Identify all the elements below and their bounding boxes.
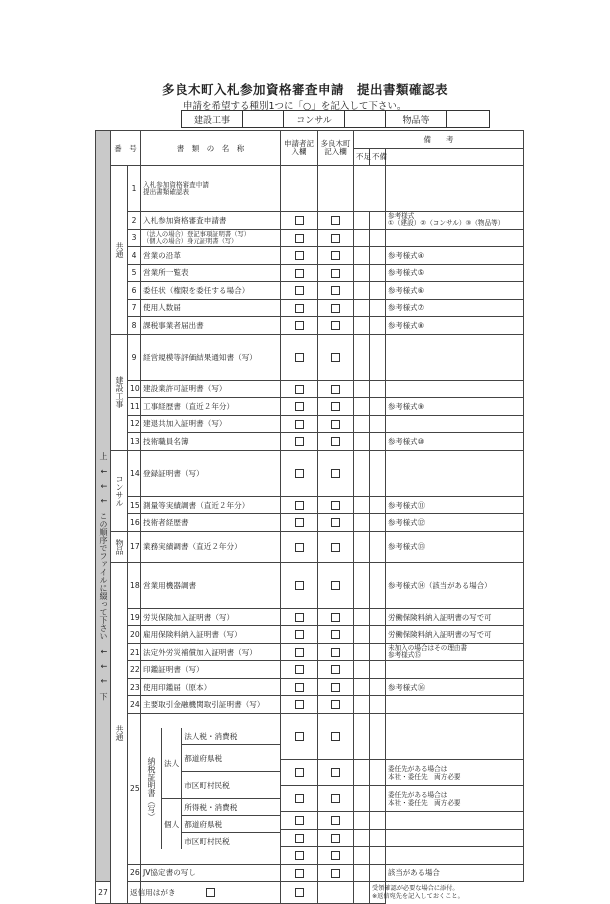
fuyo-check[interactable] — [354, 643, 370, 661]
tax-cert-subtable — [141, 728, 280, 849]
applicant-check[interactable] — [281, 562, 318, 608]
fubi-check[interactable] — [370, 760, 386, 786]
row-remark: 未加入の場合はその理由書 参考様式⑮ — [386, 643, 524, 661]
fuyo-check[interactable] — [354, 847, 370, 865]
row-number: 7 — [128, 299, 141, 317]
table-row — [96, 450, 524, 496]
town-check[interactable] — [318, 229, 354, 247]
applicant-check[interactable] — [281, 450, 318, 496]
town-check[interactable] — [318, 678, 354, 696]
town-check[interactable] — [318, 531, 354, 562]
town-check[interactable] — [318, 496, 354, 514]
applicant-check[interactable] — [281, 786, 318, 812]
fuyo-check[interactable] — [354, 264, 370, 282]
table-row — [96, 562, 524, 608]
table-row — [96, 212, 524, 230]
table-row — [96, 317, 524, 335]
table-row — [96, 229, 524, 247]
table-row — [96, 380, 524, 398]
fuyo-check[interactable] — [354, 661, 370, 679]
row-number: 8 — [128, 317, 141, 335]
group-goods: 物品 — [111, 531, 128, 562]
order-side-label — [96, 131, 111, 882]
row-remark: 該当がある場合 — [386, 864, 524, 882]
fubi-check[interactable] — [370, 450, 386, 496]
row-number: 21 — [128, 643, 141, 661]
row-remark: 労働保険料納入証明書の写で可 — [386, 608, 524, 626]
tax-indiv-label: 個人 — [162, 799, 182, 850]
town-check[interactable] — [318, 282, 354, 300]
group-common2: 共通 — [111, 562, 128, 903]
fubi-check[interactable] — [370, 562, 386, 608]
applicant-check[interactable] — [281, 282, 318, 300]
fuyo-check[interactable] — [354, 282, 370, 300]
table-row — [96, 643, 524, 661]
town-check[interactable] — [318, 696, 354, 714]
town-check[interactable] — [318, 626, 354, 644]
applicant-check[interactable] — [281, 334, 318, 380]
table-row — [96, 299, 524, 317]
fuyo-check[interactable] — [354, 433, 370, 451]
applicant-check[interactable] — [281, 229, 318, 247]
applicant-check[interactable] — [281, 661, 318, 679]
row-name: 労災保険加入証明書（写） — [141, 608, 281, 626]
applicant-check[interactable] — [281, 531, 318, 562]
fubi-check[interactable] — [370, 812, 386, 830]
fuyo-check[interactable] — [354, 299, 370, 317]
table-row — [96, 864, 524, 882]
town-check[interactable] — [318, 317, 354, 335]
group-construction: 建設工事 — [111, 334, 128, 450]
row-name: 委任状（権限を委任する場合） — [141, 282, 281, 300]
town-check[interactable] — [318, 812, 354, 830]
header-fuyo: 不足 — [354, 148, 370, 166]
applicant-check[interactable] — [281, 166, 318, 212]
row-remark: 参考様式⑭（該当がある場合） — [386, 562, 524, 608]
row-remark: 参考様式⑯ — [386, 678, 524, 696]
fubi-check[interactable] — [370, 696, 386, 714]
fuyo-check[interactable] — [354, 864, 370, 882]
row-remark: 参考様式⑫ — [386, 514, 524, 532]
row-number: 26 — [128, 864, 141, 882]
row-number: 10 — [128, 380, 141, 398]
applicant-check[interactable] — [281, 299, 318, 317]
fubi-check[interactable] — [370, 433, 386, 451]
row-number: 6 — [128, 282, 141, 300]
fuyo-check[interactable] — [354, 812, 370, 830]
row-number: 13 — [128, 433, 141, 451]
row-remark — [386, 713, 524, 759]
row-number: 27 — [96, 882, 111, 904]
fubi-check[interactable] — [370, 496, 386, 514]
fubi-check[interactable] — [370, 299, 386, 317]
town-check[interactable] — [318, 864, 354, 882]
row-remark — [386, 415, 524, 433]
row-remark: 参考様式⑪ — [386, 496, 524, 514]
fuyo-check[interactable] — [354, 696, 370, 714]
fubi-check[interactable] — [370, 661, 386, 679]
row-remark: 参考様式⑩ — [386, 433, 524, 451]
fubi-check[interactable] — [370, 608, 386, 626]
applicant-check[interactable] — [281, 608, 318, 626]
fuyo-check[interactable] — [354, 380, 370, 398]
table-row — [96, 514, 524, 532]
fubi-check[interactable] — [370, 334, 386, 380]
fuyo-check[interactable] — [354, 496, 370, 514]
town-check[interactable] — [318, 247, 354, 265]
table-row — [96, 678, 524, 696]
category-goods: 物品等 — [386, 111, 447, 128]
fubi-check[interactable] — [370, 643, 386, 661]
row-remark: 参考様式⑬ — [386, 531, 524, 562]
applicant-check[interactable] — [281, 760, 318, 786]
row-remark: 労働保険料納入証明書の写で可 — [386, 626, 524, 644]
applicant-check[interactable] — [281, 626, 318, 644]
applicant-check[interactable] — [281, 433, 318, 451]
town-check[interactable] — [318, 661, 354, 679]
applicant-check[interactable] — [281, 864, 318, 882]
table-row — [96, 608, 524, 626]
applicant-check[interactable] — [281, 847, 318, 865]
tax-item: 都道府県税 — [182, 745, 280, 772]
row-number: 11 — [128, 398, 141, 416]
fubi-check[interactable] — [370, 380, 386, 398]
town-check[interactable] — [318, 847, 354, 865]
fuyo-check[interactable] — [354, 608, 370, 626]
fuyo-check[interactable] — [354, 514, 370, 532]
table-row — [96, 713, 524, 759]
table-row — [96, 264, 524, 282]
row-number: 1 — [128, 166, 141, 212]
row-number: 24 — [128, 696, 141, 714]
tax-item: 法人税・消費税 — [182, 728, 280, 745]
row-remark — [386, 450, 524, 496]
table-row — [96, 496, 524, 514]
row-remark — [386, 829, 524, 847]
row-name: 課税事業者届出書 — [141, 317, 281, 335]
fubi-check[interactable] — [370, 531, 386, 562]
row-name: （法人の場合）登記事項証明書（写） （個人の場合）身元証明書（写） — [141, 229, 281, 247]
town-check[interactable] — [318, 760, 354, 786]
tax-item: 所得税・消費税 — [182, 799, 280, 816]
fubi-check[interactable] — [370, 713, 386, 759]
row-name: 営業用機器調書 — [141, 562, 281, 608]
town-check[interactable] — [318, 643, 354, 661]
row-remark: 参考様式⑧ — [386, 317, 524, 335]
page-title: 多良木町入札参加資格審査申請 提出書類確認表 — [161, 82, 448, 97]
fubi-check[interactable] — [370, 415, 386, 433]
order-instruction: 上 ↓ ↓ ↓ この順序でファイルに綴って下さい ↓ ↓ ↓ 下 — [99, 451, 108, 701]
applicant-check[interactable] — [281, 398, 318, 416]
fubi-check[interactable] — [370, 264, 386, 282]
row-name: 測量等実績調書（直近２年分） — [141, 496, 281, 514]
row-number: 12 — [128, 415, 141, 433]
row-remark — [386, 380, 524, 398]
row-number: 23 — [128, 678, 141, 696]
town-check[interactable] — [318, 380, 354, 398]
fuyo-check[interactable] — [354, 829, 370, 847]
category-selector — [181, 110, 490, 128]
category-goods-mark[interactable] — [447, 111, 490, 128]
header-applicant: 申請者記入欄 — [281, 131, 318, 166]
applicant-check[interactable] — [281, 380, 318, 398]
fuyo-check[interactable] — [318, 882, 354, 904]
tax-corp-label: 法人 — [162, 728, 182, 799]
table-row — [96, 247, 524, 265]
row-number: 19 — [128, 608, 141, 626]
applicant-check[interactable] — [281, 643, 318, 661]
group-common1: 共通 — [111, 166, 128, 335]
table-row — [96, 166, 524, 212]
row-number: 15 — [128, 496, 141, 514]
town-check[interactable] — [318, 608, 354, 626]
row-remark — [386, 661, 524, 679]
fubi-check[interactable] — [370, 514, 386, 532]
table-row — [96, 626, 524, 644]
row-remark: 参考様式⑦ — [386, 299, 524, 317]
row-remark: 参考様式 ①（建設）②（コンサル）③（物品等） — [386, 212, 524, 230]
applicant-check[interactable] — [281, 812, 318, 830]
fubi-check[interactable] — [354, 882, 370, 904]
row-name: 技術者経歴書 — [141, 514, 281, 532]
town-check[interactable] — [318, 786, 354, 812]
town-check[interactable] — [318, 713, 354, 759]
applicant-check[interactable] — [281, 317, 318, 335]
category-consul: コンサル — [284, 111, 345, 128]
applicant-check[interactable] — [281, 212, 318, 230]
town-check[interactable] — [318, 433, 354, 451]
row-name: 法定外労災補償加入証明書（写） — [141, 643, 281, 661]
fuyo-check[interactable] — [354, 531, 370, 562]
row-number: 5 — [128, 264, 141, 282]
tax-item: 市区町村民税 — [184, 836, 230, 846]
town-check[interactable] — [281, 882, 318, 904]
applicant-check[interactable] — [281, 415, 318, 433]
row-name: 入札参加資格審査申請書 — [141, 212, 281, 230]
fubi-check[interactable] — [370, 317, 386, 335]
row-number: 2 — [128, 212, 141, 230]
row-name: 営業の沿革 — [141, 247, 281, 265]
row-number: 16 — [128, 514, 141, 532]
category-construction: 建設工事 — [182, 111, 243, 128]
fubi-check[interactable] — [370, 247, 386, 265]
tax-cert-cell — [141, 713, 281, 864]
applicant-check[interactable] — [281, 247, 318, 265]
town-check[interactable] — [318, 166, 354, 212]
fuyo-check[interactable] — [354, 229, 370, 247]
header-fubi: 不備 — [370, 148, 386, 166]
town-check[interactable] — [318, 264, 354, 282]
category-construction-mark[interactable] — [243, 111, 284, 128]
table-row — [96, 696, 524, 714]
fuyo-check[interactable] — [354, 450, 370, 496]
fubi-check[interactable] — [370, 398, 386, 416]
applicant-check[interactable] — [281, 829, 318, 847]
row-remark: 参考様式⑥ — [386, 282, 524, 300]
fuyo-check[interactable] — [354, 626, 370, 644]
fubi-check[interactable] — [370, 229, 386, 247]
row-name: 建退共加入証明書（写） — [141, 415, 281, 433]
row-number: 9 — [128, 334, 141, 380]
row-remark: 参考様式⑤ — [386, 264, 524, 282]
fuyo-check[interactable] — [354, 398, 370, 416]
row-remark — [386, 334, 524, 380]
applicant-check[interactable] — [281, 514, 318, 532]
tax-cert-group: 納税証明書（写） — [141, 728, 162, 849]
row-remark: 委任先がある場合は 本社・委任先 両方必要 — [386, 760, 524, 786]
fuyo-fubi — [354, 166, 386, 212]
row-name: 使用印鑑届（原本） — [141, 678, 281, 696]
fuyo-check[interactable] — [354, 760, 370, 786]
row-name: 登録証明書（写） — [141, 450, 281, 496]
row-remark: 参考様式⑨ — [386, 398, 524, 416]
row-name: 経営規模等評価結果通知書（写） — [141, 334, 281, 380]
tax-item: 市区町村民税 — [182, 772, 280, 799]
fubi-check[interactable] — [370, 829, 386, 847]
document-checklist-table — [95, 130, 524, 904]
fubi-check[interactable] — [370, 786, 386, 812]
row-remark — [386, 847, 524, 865]
instruction-text: 申請を希望する種別1つに「○」を記入して下さい。 — [183, 101, 407, 112]
header-remarks: 備 考 — [354, 131, 524, 149]
row-remark — [386, 812, 524, 830]
town-check[interactable] — [318, 514, 354, 532]
applicant-check[interactable] — [281, 496, 318, 514]
row-name: 工事経歴書（直近２年分） — [141, 398, 281, 416]
fuyo-check[interactable] — [354, 786, 370, 812]
fuyo-check[interactable] — [354, 562, 370, 608]
row-remark — [386, 696, 524, 714]
row-name: 建設業許可証明書（写） — [141, 380, 281, 398]
applicant-check[interactable] — [281, 713, 318, 759]
row-name: 印鑑証明書（写） — [141, 661, 281, 679]
town-check[interactable] — [318, 415, 354, 433]
row-number: 4 — [128, 247, 141, 265]
row-name: 返信用はがき — [128, 882, 141, 904]
fubi-check[interactable] — [370, 847, 386, 865]
row-remark — [386, 229, 524, 247]
row-remark — [386, 166, 524, 212]
town-check[interactable] — [318, 450, 354, 496]
town-check[interactable] — [318, 562, 354, 608]
fuyo-check[interactable] — [354, 317, 370, 335]
group-consul: コンサル — [111, 450, 128, 531]
table-row — [96, 415, 524, 433]
row-name: JV協定書の写し — [141, 864, 281, 882]
town-check[interactable] — [318, 334, 354, 380]
row-name: 入札参加資格審査申請 提出書類確認表 — [141, 166, 281, 212]
town-check[interactable] — [318, 829, 354, 847]
row-name: 使用人数届 — [141, 299, 281, 317]
header-name: 書 類 の 名 称 — [141, 131, 281, 166]
header-town: 多良木町記入欄 — [318, 131, 354, 166]
applicant-check[interactable] — [281, 696, 318, 714]
header-number: 番 号 — [111, 131, 141, 166]
fuyo-check[interactable] — [354, 415, 370, 433]
table-row — [96, 433, 524, 451]
row-remark: 委任先がある場合は 本社・委任先 両方必要 — [386, 786, 524, 812]
row-name: 業務実績調書（直近２年分） — [141, 531, 281, 562]
table-row — [96, 334, 524, 380]
fubi-check[interactable] — [370, 864, 386, 882]
fubi-check[interactable] — [370, 678, 386, 696]
table-row — [96, 398, 524, 416]
row-number: 20 — [128, 626, 141, 644]
applicant-check[interactable] — [281, 678, 318, 696]
row-remark: 参考様式④ — [386, 247, 524, 265]
fuyo-check[interactable] — [354, 247, 370, 265]
row-number: 17 — [128, 531, 141, 562]
table-row — [96, 661, 524, 679]
fuyo-check[interactable] — [354, 334, 370, 380]
table-row — [96, 282, 524, 300]
header-remarks-blank — [386, 148, 524, 166]
row-name: 雇用保険料納入証明書（写） — [141, 626, 281, 644]
fubi-check[interactable] — [370, 212, 386, 230]
town-check[interactable] — [318, 398, 354, 416]
fuyo-check[interactable] — [354, 678, 370, 696]
applicant-check[interactable] — [281, 264, 318, 282]
row-number: 18 — [128, 562, 141, 608]
row-number: 3 — [128, 229, 141, 247]
fubi-check[interactable] — [370, 626, 386, 644]
town-check[interactable] — [318, 299, 354, 317]
table-row — [96, 531, 524, 562]
fuyo-check[interactable] — [354, 212, 370, 230]
fuyo-check[interactable] — [354, 713, 370, 759]
row-remark: 受領確認が必要な場合に添付。 ※返信宛先を記入しておくこと。 — [370, 882, 386, 904]
row-name: 主要取引金融機関取引証明書（写） — [141, 696, 281, 714]
tax-item: 都道府県税 — [182, 816, 280, 833]
row-number: 22 — [128, 661, 141, 679]
row-number: 25 — [128, 713, 141, 864]
fubi-check[interactable] — [370, 282, 386, 300]
row-name: 技術職員名簿 — [141, 433, 281, 451]
row-number: 14 — [128, 450, 141, 496]
table-row — [96, 882, 524, 904]
row-name: 営業所一覧表 — [141, 264, 281, 282]
town-check[interactable] — [318, 212, 354, 230]
category-consul-mark[interactable] — [345, 111, 386, 128]
